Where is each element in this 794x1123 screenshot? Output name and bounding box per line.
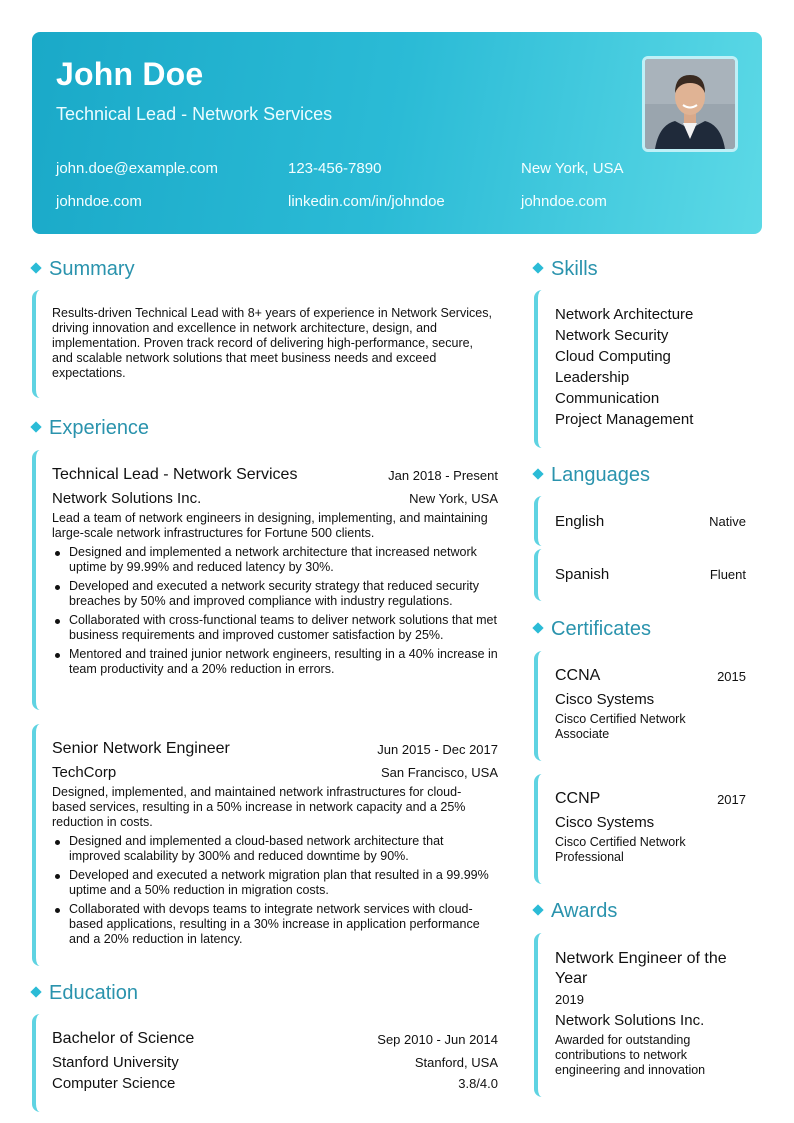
language-card-1 <box>534 496 762 546</box>
skills-heading-label: Skills <box>551 258 598 280</box>
skill-item: Project Management <box>555 411 694 428</box>
job-bullets <box>52 545 498 681</box>
languages-heading <box>534 464 650 487</box>
language-name: Spanish <box>555 566 610 583</box>
contact-email[interactable]: john.doe@example.com <box>56 160 218 177</box>
candidate-name: John Doe <box>56 56 204 92</box>
skill-item: Communication <box>555 390 660 407</box>
certificate-year: 2015 <box>717 669 746 684</box>
job-dates: Jan 2018 - Present <box>388 468 498 483</box>
award-card <box>534 933 762 1097</box>
job-location: New York, USA <box>409 491 498 506</box>
certificate-description: Cisco Certified Network Professional <box>555 835 686 864</box>
certificates-heading <box>534 618 651 641</box>
languages-heading-label: Languages <box>551 464 650 486</box>
skill-item: Leadership <box>555 369 630 386</box>
summary-heading-label: Summary <box>49 258 135 280</box>
education-location: Stanford, USA <box>414 1055 498 1070</box>
certificate-year: 2017 <box>717 792 746 807</box>
experience-heading-label: Experience <box>49 417 150 439</box>
job-location: San Francisco, USA <box>380 765 498 780</box>
award-name: Network Engineer of the Year <box>555 950 727 987</box>
list-item: Collaborated with devops teams to integrate network services with cloud-based applications, resulting in a 30% increase in application performance and a 20% reduction in latency. <box>52 902 498 947</box>
job-description: Designed, implemented, and maintained network infrastructures for cloud-based services, resulting in a 50% increase in network capacity and a 25% reduction in costs. <box>52 785 466 829</box>
language-card-2 <box>534 549 762 601</box>
certificate-name: CCNA <box>555 667 601 684</box>
education-card <box>32 1014 506 1112</box>
awards-heading <box>534 900 617 923</box>
profile-photo <box>642 56 738 152</box>
skill-item: Cloud Computing <box>555 348 671 365</box>
contact-location: New York, USA <box>521 160 624 177</box>
language-level: Fluent <box>709 567 746 582</box>
job-company: Network Solutions Inc. <box>52 490 202 507</box>
skill-item: Network Security <box>555 327 669 344</box>
education-degree: Bachelor of Science <box>52 1030 195 1047</box>
candidate-title: Technical Lead - Network Services <box>56 104 333 124</box>
job-role: Senior Network Engineer <box>52 740 230 757</box>
award-description: Awarded for outstanding contributions to network engineering and innovation <box>555 1033 706 1077</box>
certificate-issuer: Cisco Systems <box>555 691 655 708</box>
contact-website[interactable]: johndoe.com <box>56 193 142 210</box>
job-bullets <box>52 834 498 951</box>
profile-photo-icon <box>645 59 735 149</box>
resume-header <box>32 32 762 234</box>
list-item: Mentored and trained junior network engineers, resulting in a 40% increase in team productivity and a 20% reduction in errors. <box>52 647 498 677</box>
list-item: Designed and implemented a cloud-based network architecture that improved scalability by 300% and reduced downtime by 90%. <box>52 834 498 864</box>
list-item: Developed and executed a network security strategy that reduced security breaches by 50% and improved compliance with industry regulations. <box>52 579 498 609</box>
certificate-card-2 <box>534 774 762 884</box>
skills-card <box>534 290 762 448</box>
award-year: 2019 <box>555 992 584 1007</box>
education-dates: Sep 2010 - Jun 2014 <box>377 1032 498 1047</box>
list-item: Developed and executed a network migration plan that resulted in a 99.99% uptime and a 50% reduction in migration costs. <box>52 868 498 898</box>
summary-heading <box>32 258 135 281</box>
experience-card-1 <box>32 450 506 710</box>
contact-phone[interactable]: 123-456-7890 <box>288 160 382 177</box>
skill-item: Network Architecture <box>555 306 694 323</box>
language-level: Native <box>709 514 746 529</box>
experience-card-2 <box>32 724 506 966</box>
education-heading <box>32 982 138 1005</box>
language-name: English <box>555 513 605 530</box>
certificate-card-1 <box>534 651 762 761</box>
job-role: Technical Lead - Network Services <box>52 466 298 483</box>
list-item: Collaborated with cross-functional teams to deliver network solutions that met business requirements and improved customer satisfaction by 25%. <box>52 613 498 643</box>
summary-text: Results-driven Technical Lead with 8+ years of experience in Network Services, driving innovation and excellence in network architecture, design, and implementation. Proven track record of delivering high-performance, secure, and scalable network solutions that meet business needs and exceed expectations. <box>52 306 492 380</box>
diamond-icon <box>30 421 41 432</box>
education-gpa: 3.8/4.0 <box>458 1076 498 1091</box>
diamond-icon <box>532 262 543 273</box>
experience-heading <box>32 417 149 440</box>
education-school: Stanford University <box>52 1054 179 1071</box>
certificate-name: CCNP <box>555 790 601 807</box>
job-company: TechCorp <box>52 764 117 781</box>
skills-list <box>555 304 693 430</box>
diamond-icon <box>30 986 41 997</box>
award-issuer: Network Solutions Inc. <box>555 1012 705 1029</box>
education-heading-label: Education <box>49 982 138 1004</box>
skills-heading <box>534 258 598 281</box>
job-description: Lead a team of network engineers in designing, implementing, and maintaining large-scale network infrastructures for Fortune 500 clients. <box>52 511 488 540</box>
awards-heading-label: Awards <box>551 900 618 922</box>
job-dates: Jun 2015 - Dec 2017 <box>377 742 498 757</box>
contact-linkedin[interactable]: linkedin.com/in/johndoe <box>288 193 445 210</box>
certificate-issuer: Cisco Systems <box>555 814 655 831</box>
diamond-icon <box>532 622 543 633</box>
diamond-icon <box>532 468 543 479</box>
certificate-description: Cisco Certified Network Associate <box>555 712 686 741</box>
summary-card <box>32 290 506 398</box>
contact-website-2[interactable]: johndoe.com <box>521 193 607 210</box>
education-field: Computer Science <box>52 1075 176 1092</box>
list-item: Designed and implemented a network architecture that increased network uptime by 99.99% and reduced latency by 30%. <box>52 545 498 575</box>
diamond-icon <box>30 262 41 273</box>
diamond-icon <box>532 904 543 915</box>
certificates-heading-label: Certificates <box>551 618 652 640</box>
